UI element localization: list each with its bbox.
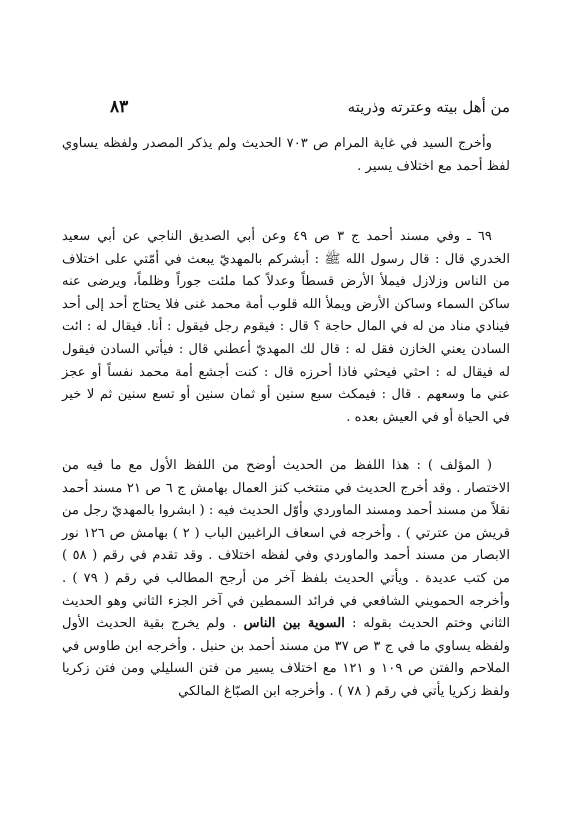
paragraph-3-text-before: ( المؤلف ) : هذا اللفظ من الحديث أوضح من اللفظ الأول مع ما فيه من الاختصار . وقد أخرج الحديث في منتخب كنز العمال بهامش ج ٦ ص ٢١ مسند أحمد نقلاً من مسند أحمد ومسند الماوردي وأوّل الحديث فيه : ( ابشروا بالمهديّ رجل من قريش من عترتي ) . وأخرجه في اسعاف الراغبين الباب ( ٢ ) بهامش ص ١٢٦ نور الابصار من مسند أحمد والماوردي وفي لفظه اختلاف . وقد تقدم في رقم ( ٥٨ ) من كتب عديدة . ويأتي الحديث بلفظ آخر من أرجح المطالب في رقم ( ٧٩ ) . وأخرجه الحمويني الشافعي في فرائد السمطين في آخر الجزء الثاني وهو الحديث الثاني وختم الحديث بقوله : [62,458,511,632]
paragraph-1-text: وأخرج السيد في غاية المرام ص ٧٠٣ الحديث ولم يذكر المصدر ولفظه يساوي لفظ أحمد مع اختلاف يسير . [62,136,510,174]
paragraph-3-bold-phrase: السوية بين الناس [243,616,345,632]
running-title: من أهل بيته وعترته وذريته [347,98,510,116]
paragraph-hadith-69 [62,226,510,429]
paragraph-author-note [62,455,510,704]
page-number: ٨٣ [110,97,129,117]
paragraph-2-text: ٦٩ ـ وفي مسند أحمد ج ٣ ص ٤٩ وعن أبي الصديق الناجي عن أبي سعيد الخدري قال : قال رسول الله ﷺ : أبشركم بالمهديّ يبعث في أمّتي على اختلاف من الناس وزلازل فيملأ الأرض قسطاً وعدلاً كما ملئت جوراً وظلماً، ويرضى عنه ساكن السماء وساكن الأرض ويملأ الله قلوب أمة محمد غنى فلا يحتاج أحد إلى أحد فينادي مناد من له في المال حاجة ؟ قال : فيقوم رجل فيقول : أنا. فيقال له : ائت السادن يعني الخازن فقل له : قال لك المهديّ أعطني قال : فيأتي السادن فيقول له فيقال له : احثي فيحثي فاذا أحرزه قال : كنت أجشع أمة محمد نفساً أو عجز عني ما وسعهم . قال : فيمكث سبع سنين أو ثمان سنين أو تسع سنين ثم لا خير في الحياة أو في العيش بعده . [62,229,510,425]
paragraph-3-text [62,455,510,704]
paragraph-3-text-after: . ولم يخرج بقية الحديث الأول ولفظه يساوي ما في ج ٣ ص ٣٧ من مسند أحمد بن حنبل . وأخرجه ابن طاوس في الملاحم والفتن ص ١٠٩ و ١٢١ مع اختلاف يسير من فتن السليلي ومن فتن زكريا ولفظ زكريا يأتي في رقم ( ٧٨ ) . وأخرجه ابن الصبّاغ المالكي [62,616,510,699]
page-header [110,97,510,121]
paragraph-1 [62,133,510,178]
